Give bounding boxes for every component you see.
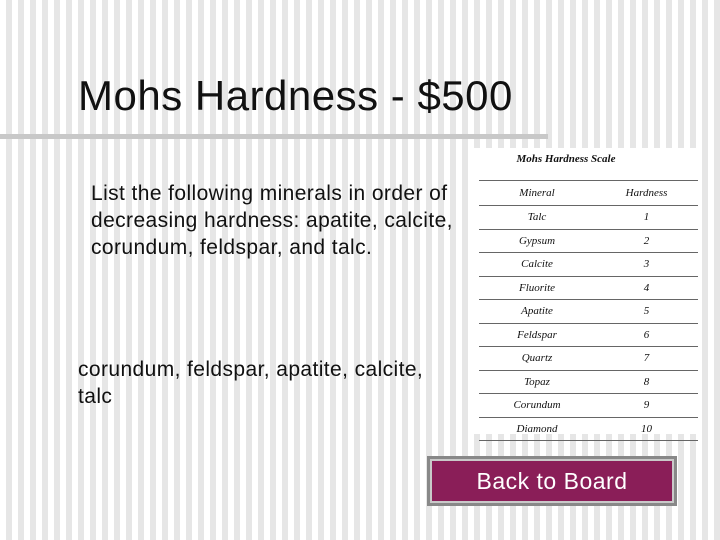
- mineral-cell: Quartz: [479, 347, 595, 371]
- scale-table: [479, 180, 698, 441]
- mineral-cell: Talc: [479, 206, 595, 230]
- mineral-cell: Topaz: [479, 370, 595, 394]
- scale-title: Mohs Hardness Scale: [516, 153, 616, 165]
- mineral-cell: Fluorite: [479, 276, 595, 300]
- back-to-board-label[interactable]: Back to Board: [430, 459, 674, 503]
- slide-title: Mohs Hardness - $500: [78, 72, 513, 119]
- scale-header-row: [479, 181, 698, 206]
- column-header-hardness: Hardness: [595, 181, 698, 206]
- table-row: [479, 206, 698, 230]
- table-row: [479, 253, 698, 277]
- back-to-board-button[interactable]: [427, 456, 677, 506]
- hardness-cell: 9: [595, 394, 698, 418]
- table-row: [479, 347, 698, 371]
- hardness-cell: 6: [595, 323, 698, 347]
- hardness-cell: 7: [595, 347, 698, 371]
- table-row: [479, 323, 698, 347]
- column-header-mineral: Mineral: [479, 181, 595, 206]
- hardness-cell: 5: [595, 300, 698, 324]
- table-row: [479, 300, 698, 324]
- hardness-cell: 3: [595, 253, 698, 277]
- title-divider: [0, 134, 548, 139]
- mineral-cell: Apatite: [479, 300, 595, 324]
- table-row: [479, 394, 698, 418]
- mohs-scale-image: [474, 148, 702, 434]
- mineral-cell: Gypsum: [479, 229, 595, 253]
- mineral-cell: Diamond: [479, 417, 595, 441]
- hardness-cell: 4: [595, 276, 698, 300]
- mineral-cell: Feldspar: [479, 323, 595, 347]
- question-text: List the following minerals in order of decreasing hardness: apatite, calcite, corundum, feldspar, and talc.: [91, 182, 453, 259]
- hardness-cell: 8: [595, 370, 698, 394]
- hardness-cell: 2: [595, 229, 698, 253]
- mineral-cell: Corundum: [479, 394, 595, 418]
- table-row: [479, 417, 698, 441]
- table-row: [479, 370, 698, 394]
- table-row: [479, 229, 698, 253]
- hardness-cell: 10: [595, 417, 698, 441]
- hardness-cell: 1: [595, 206, 698, 230]
- table-row: [479, 276, 698, 300]
- mineral-cell: Calcite: [479, 253, 595, 277]
- answer-text: corundum, feldspar, apatite, calcite, talc: [78, 358, 424, 408]
